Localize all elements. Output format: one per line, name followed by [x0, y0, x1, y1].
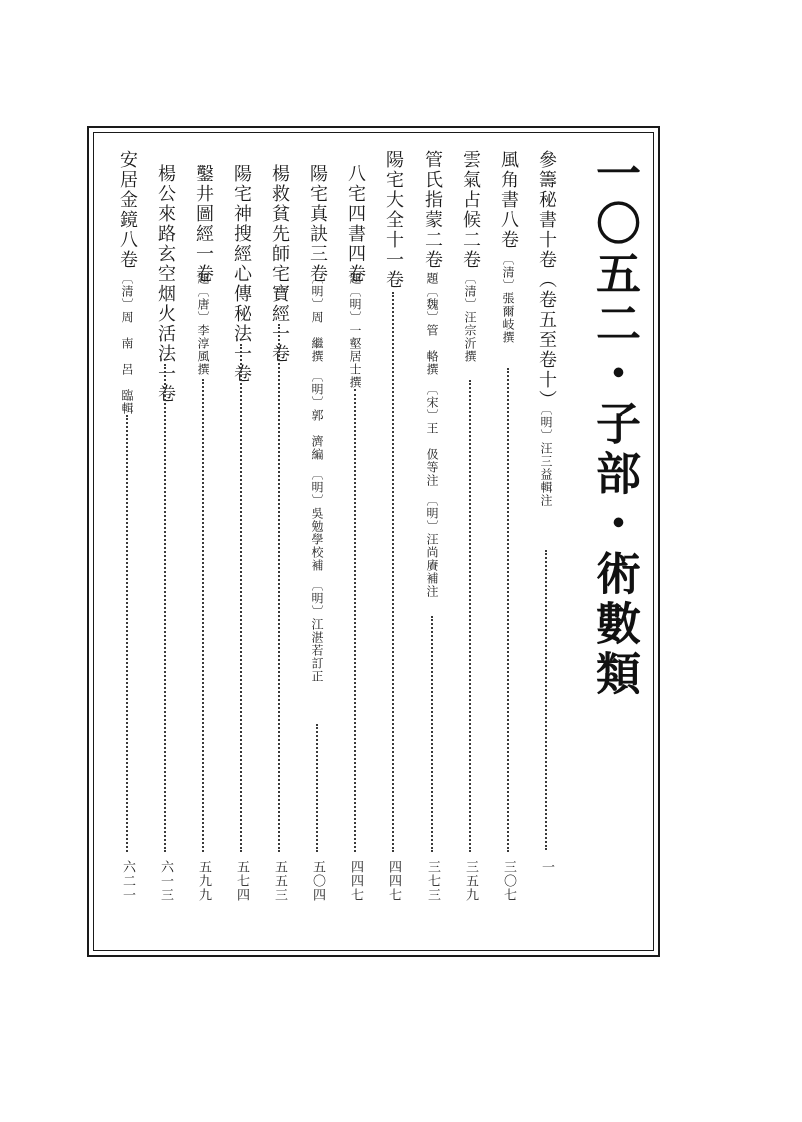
toc-entry	[494, 150, 522, 940]
leader-dots	[126, 415, 128, 852]
leader-dots	[278, 324, 280, 852]
leader-dots	[469, 380, 471, 852]
entry-title: 參籌秘書十卷（卷五至卷十）	[536, 150, 557, 410]
leader-dots	[316, 724, 318, 852]
entry-page: 三五九	[463, 860, 478, 902]
toc-entry	[113, 150, 141, 940]
entry-author: 〔明〕周 繼撰 〔明〕郭 濟編 〔明〕吳勉學校補 〔明〕江湛若訂正	[310, 272, 324, 683]
entry-author: 題〔明〕一壑居士撰	[348, 272, 362, 389]
entry-author: 題〔唐〕李淳風撰	[196, 272, 210, 376]
entry-page: 一	[539, 860, 554, 874]
entry-page: 五九九	[196, 860, 211, 902]
toc-entry	[341, 164, 369, 940]
leader-dots	[392, 292, 394, 852]
leader-dots	[240, 344, 242, 852]
entry-title: 陽宅大全十一卷	[383, 150, 404, 290]
entry-page: 三〇七	[501, 860, 516, 902]
entry-title: 楊公來路玄空烟火活法一卷	[155, 164, 176, 404]
entry-author: 〔清〕汪宗沂撰	[463, 272, 477, 363]
entry-title: 陽宅神搜經心傳秘法一卷	[231, 164, 252, 384]
entry-page: 六一三	[158, 860, 173, 902]
leader-dots	[545, 550, 547, 850]
entry-title: 楊救貧先師宅寶經一卷	[269, 164, 290, 364]
entry-page: 五〇四	[310, 860, 325, 902]
entry-author: 〔清〕張爾岐撰	[501, 253, 515, 344]
entry-page: 五七四	[234, 860, 249, 902]
entry-page: 三七三	[425, 860, 440, 902]
entry-title: 管氏指蒙二卷	[422, 150, 443, 270]
toc-entry	[379, 150, 407, 940]
entry-title: 風角書八卷	[498, 150, 519, 250]
leader-dots	[431, 616, 433, 852]
toc-entry	[227, 164, 255, 940]
entry-author: 〔明〕汪三益輯注	[539, 403, 553, 507]
entry-title: 雲氣占候二卷	[460, 150, 481, 270]
leader-dots	[507, 368, 509, 852]
page-title: 一〇五二・子部・術數類	[588, 150, 641, 700]
toc-entry	[265, 164, 293, 940]
entry-title: 八宅四書四卷	[345, 164, 366, 284]
entry-title: 鑿井圖經一卷	[193, 164, 214, 284]
leader-dots	[164, 364, 166, 852]
leader-dots	[354, 389, 356, 852]
entry-page: 五五三	[272, 860, 287, 902]
entry-author: 題〔魏〕管 輅撰 〔宋〕王 伋等注 〔明〕汪尚賡補注	[425, 272, 439, 598]
toc-entry	[418, 150, 446, 940]
toc-entry	[151, 164, 179, 940]
entry-page: 六二一	[120, 860, 135, 902]
entry-page: 四四七	[386, 860, 401, 902]
entry-title: 安居金鏡八卷	[117, 150, 138, 270]
toc-entry	[532, 150, 560, 940]
toc-entry	[189, 164, 217, 940]
entry-page: 四四七	[348, 860, 363, 902]
entry-author: 〔清〕周 南 呂 臨輯	[120, 272, 134, 415]
toc-entry	[303, 164, 331, 940]
leader-dots	[202, 379, 204, 852]
entry-title: 陽宅真訣三卷	[307, 164, 328, 284]
toc-entry	[456, 150, 484, 940]
